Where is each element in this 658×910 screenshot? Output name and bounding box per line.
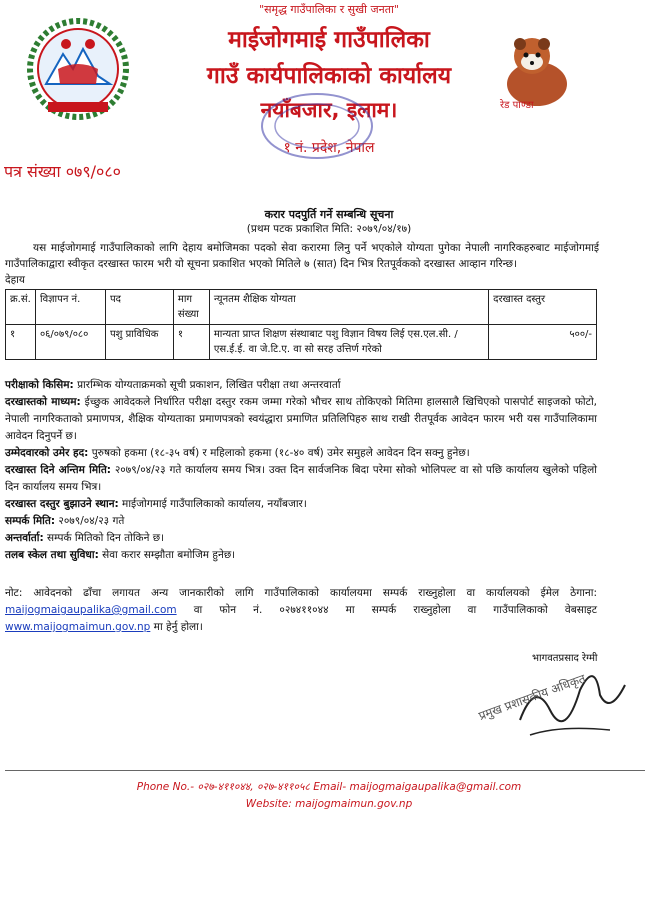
detail-text: सेवा करार सम्झौता बमोजिम हुनेछ। [98,549,236,561]
table-header-row [6,290,597,325]
detail-text: माईजोगमाई गाउँपालिकाको कार्यालय, नयाँबजार। [118,498,307,510]
dehay-label: देहाय [5,274,25,286]
table-cell: १ [173,325,209,360]
detail-label: सम्पर्क मिति: [5,515,56,527]
table-header: माग संख्या [173,290,209,325]
detail-text: २०७९/०४/२३ गते कार्यालय समय भित्र। उक्त दिन सार्वजनिक बिदा परेमा सोको भोलिपल्ट वा सो पछि कार्यालय खुलेको पहिलो दिन कार्यालय समय भित्र। [5,464,597,493]
motto: "समृद्ध गाउँपालिका र सुखी जनता" [259,3,399,16]
table-header: न्यूनतम शैक्षिक योग्यता [209,290,488,325]
footer-contact: Phone No.- ०२७-४११०४४, ०२७-४११०५८ Email- maijogmaigaupalika@gmail.com [136,781,522,793]
table-header: दरखास्त दस्तुर [489,290,597,325]
table-cell: ५००/- [489,325,597,360]
note-paragraph [5,585,597,636]
notice-intro: यस माईजोगमाई गाउँपालिकाको लागि देहाय बमोजिमका पदको सेवा करारमा लिनु पर्ने भएकोले योग्यता पुगेका नेपाली नागरिकहरुबाट माईजोगमाई गाउँपालिकाद्वारा स्वीकृत दरखास्त फारम भरी यो सूचना प्रकाशित भएको मितिले ७ (सात) दिन भित्र रितपूर्वकको दरखास्त आव्हान गरिन्छ। [5,242,599,270]
office-location: नयाँबजार, इलाम। [260,98,398,122]
office-title: गाउँ कार्यपालिकाको कार्यालय [206,63,452,89]
detail-text: ईच्छुक आवेदकले निर्धारित परीक्षा दस्तुर रकम जम्मा गरेको भौचर साथ तोकिएको मितिमा हालसालै खिचिएको पासपोर्ट साइजको फोटो, नेपाली नागरिकताको प्रमाणपत्र, शैक्षिक योग्यताका प्रमाणपत्रको स्वयंद्धारा प्रमाणित प्रतिलिपिहरु साथ राखी रीतपूर्वक आवेदन फारम भरी यस गाउँपालिकामा आवेदन दिनुपर्ने छ। [5,396,598,442]
detail-label: उम्मेदवारको उमेर हद: [5,447,89,459]
municipality-title: माईजोगमाई गाउँपालिका [228,27,430,53]
detail-text: २०७९/०४/२३ गते [55,515,125,527]
website-link[interactable]: www.maijogmaimun.gov.np [5,621,151,633]
province-country: १ नं. प्रदेश, नेपाल [283,140,375,156]
detail-interview [5,530,597,547]
office-stamp-icon [247,86,387,166]
detail-label: दरखास्तको माध्यम: [5,396,81,408]
table-header: विज्ञापन नं. [35,290,105,325]
publish-date: (प्रथम पटक प्रकाशित मिति: २०७९/०४/१७) [246,223,412,235]
footer-divider [5,770,645,771]
note-text: मा हेर्नु होला। [150,621,203,633]
detail-salary [5,547,597,564]
detail-application-medium [5,394,597,445]
details-section [5,377,597,564]
panda-caption: रेड पाण्डा [500,100,534,111]
detail-label: परीक्षाको किसिम: [5,379,74,391]
table-cell: १ [6,325,36,360]
signatory-title: प्रमुख प्रशासकीय अधिकृत [476,671,588,724]
detail-exam-type [5,377,597,394]
detail-text: प्रारम्भिक योग्यताक्रमको सूची प्रकाशन, लिखित परीक्षा तथा अन्तरवार्ता [73,379,341,391]
table-row [6,325,597,360]
table-cell: मान्यता प्राप्त शिक्षण संस्थाबाट पशु विज्ञान विषय लिई एस.एल.सी. / एस.ई.ई. वा जे.टि.ए. वा सो सरह उत्तिर्ण गरेको [209,325,488,360]
footer-website: Website: maijogmaimun.gov.np [245,798,413,810]
signatory-name: भागवतप्रसाद रेग्मी [532,653,598,664]
note-text: नोट: आवेदनको ढाँचा लगायत अन्य जानकारीको लागि गाउँपालिकाको कार्यालयमा सम्पर्क राख्नुहोला वा कार्यालयको ईमेल ठेगाना: [5,587,597,599]
email-link[interactable]: maijogmaigaupalika@gmail.com [5,604,177,616]
detail-contact-date [5,513,597,530]
detail-label: दरखास्त दिने अन्तिम मिति: [5,464,111,476]
table-cell: पशु प्राविधिक [105,325,173,360]
table-header: क्र.सं. [6,290,36,325]
detail-fee-location [5,496,597,513]
reference-number: पत्र संख्या ०७९/०८० [4,162,122,181]
table-header: पद [105,290,173,325]
detail-deadline [5,462,597,496]
table-cell: ०६/०७९/०८० [35,325,105,360]
detail-label: दरखास्त दस्तुर बुझाउने स्थान: [5,498,119,510]
detail-label: अन्तर्वार्ता: [5,532,44,544]
detail-label: तलब स्केल तथा सुविधा: [5,549,99,561]
notice-subject: करार पदपुर्ति गर्ने सम्बन्धि सूचना [264,208,394,221]
detail-text: सम्पर्क मितिको दिन तोकिने छ। [43,532,165,544]
detail-age-limit [5,445,597,462]
note-text: वा फोन नं. ०२७४११०४४ मा सम्पर्क राख्नुहोला वा गाउँपालिकाको वेबसाइट [176,604,597,616]
vacancy-table [5,289,597,360]
detail-text: पुरुषको हकमा (१८-३५ वर्ष) र महिलाको हकमा (१८-४० वर्ष) उमेर समुहले आवेदन दिन सक्नु हुनेछ। [88,447,470,459]
